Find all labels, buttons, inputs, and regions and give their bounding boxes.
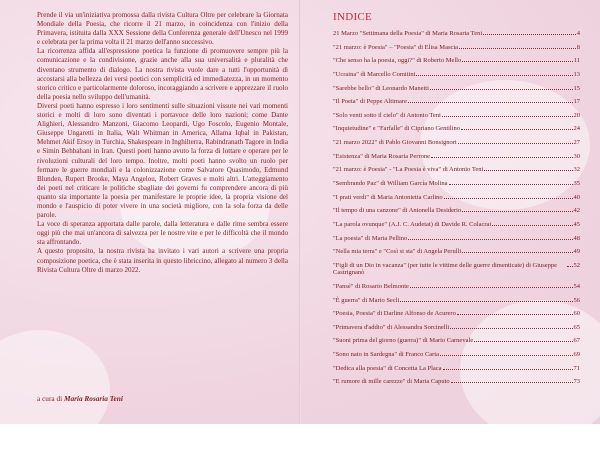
toc-dot-leader (444, 198, 573, 199)
toc-dot-leader (431, 157, 573, 158)
toc-page-number: 56 (573, 296, 580, 304)
toc-dot-leader (457, 314, 573, 315)
toc-entry[interactable] (333, 378, 580, 392)
toc-dot-leader (567, 266, 573, 267)
toc-page-number: 69 (573, 351, 580, 359)
toc-entry[interactable] (333, 180, 580, 194)
toc-page-number: 27 (573, 139, 580, 147)
toc-page-number: 71 (573, 364, 580, 372)
toc-dot-leader (483, 34, 576, 35)
intro-text (37, 11, 288, 275)
toc-entry-title: "Inquietudine" e "Farfalle" di Cipriano Gentilino (333, 125, 461, 133)
toc-page-number: 17 (573, 98, 580, 106)
toc-entry-title: "La parola ovunque" (A.J. C. Audetat) di Davide R. Colacrai (333, 220, 492, 228)
toc-dot-leader (451, 382, 573, 383)
toc-entry-title: 21 Marzo "Settimana della Poesia" di Maria Rosaria Teni (333, 30, 483, 37)
toc-page-number: 49 (573, 248, 580, 256)
toc-entry[interactable] (333, 125, 580, 139)
toc-dot-leader (462, 252, 572, 253)
intro-paragraph: A questo proposito, la nostra rivista ha invitato i vari autori a scrivere una propria composizione poetica, che è stata inserita in questo libriccino, allegato al numero 3 della Rivista Cultura Oltre di marzo 2022. (37, 247, 288, 274)
toc-entry[interactable] (333, 194, 580, 208)
intro-paragraph: La ricorrenza affida all'espressione poetica la funzione di promuovere sempre più la comunicazione e la condivisione, grazie anche alla sua universalità e pluralità che diventano strumento di dialogo. La nostra rivista vuole dare a tutti l'opportunità di accostarsi alla bellezza dei versi poetici con semplicità ed immediatezza, in un momento storico critico e particolarmente doloroso, incoraggiando a scrivere e apprezzare il ruolo della poesia nello sviluppo dell'umanità. (37, 47, 288, 101)
toc-entry-title: "Sono nato in Sardegna" di Franco Carta (333, 351, 440, 359)
toc-page-number: 48 (573, 234, 580, 242)
toc-dot-leader (408, 239, 572, 240)
toc-dot-leader (462, 61, 572, 62)
toc-page-number: 4 (576, 30, 580, 37)
toc-dot-leader (450, 328, 572, 329)
toc-dot-leader (462, 211, 572, 212)
toc-entry[interactable] (333, 310, 580, 324)
toc-entry-title: "Ucraina" di Marcello Comitini (333, 70, 416, 78)
byline (37, 394, 123, 403)
toc-entry[interactable] (333, 85, 580, 99)
toc-page-number: 32 (573, 166, 580, 174)
toc-entry-title: "Figli di un Dio in vacanza" (per tutte le vittime delle guerre dimenticate) di Giuseppe Castrignanò (333, 261, 558, 277)
toc-dot-leader (430, 89, 573, 90)
toc-dot-leader (484, 170, 572, 171)
toc-page-number: 67 (573, 337, 580, 345)
toc-entry-title: "Sembrando Paz" di William García Molina (333, 180, 448, 188)
left-page (0, 0, 300, 424)
toc-entry[interactable] (333, 166, 580, 180)
toc-entry[interactable] (333, 98, 580, 112)
toc-entry[interactable] (333, 235, 580, 249)
toc-page-number: 52 (573, 261, 580, 269)
toc-dot-leader (458, 143, 573, 144)
toc-page-number: 45 (573, 220, 580, 228)
toc-page-number: 40 (573, 193, 580, 201)
toc-entry[interactable] (333, 57, 580, 71)
toc-entry[interactable] (333, 44, 580, 58)
intro-paragraph: La voce di speranza apportata dalle parole, dalla letteratura e dalle rime sembra essere oggi più che mai un'ancora di salvezza per le nostre vite e per le difficoltà che il mondo sta affrontando. (37, 220, 288, 247)
toc-page-number: 54 (573, 282, 580, 290)
toc-entry-title: "Pansé" di Rosario Belmonte (333, 282, 409, 290)
right-page (300, 0, 600, 424)
toc-entry-title: "Il Poeta" di Peppe Altimare (333, 98, 407, 106)
toc-dot-leader (400, 301, 572, 302)
index-title: INDICE (333, 11, 373, 23)
toc-dot-leader (492, 225, 572, 226)
toc-entry-title: "I prati verdi" di Maria Antonietta Carlino (333, 193, 443, 201)
toc-dot-leader (410, 287, 573, 288)
toc-page-number: 65 (573, 323, 580, 331)
toc-entry[interactable] (333, 248, 580, 262)
toc-entry-title: "Che senso ha la poesia, oggi?" di Roberto Mello (333, 57, 462, 65)
toc-entry-title: "Poesia, Poesia" di Darline Alfonso de Acurero (333, 310, 456, 318)
toc-page-number: 8 (576, 43, 580, 51)
toc-entry[interactable] (333, 283, 580, 297)
toc-entry-title: "21 marzo: è Poesia" - "La Poesia è viva" di Antonio Teni (333, 166, 484, 174)
toc-entry-title: "Dedica alla poesia" di Concetta La Placa (333, 364, 442, 372)
intro-paragraph: Prende il via un'iniziativa promossa dalla rivista Cultura Oltre per celebrare la Giornata Mondiale della Poesia, che ricorre il 21 marzo, in coincidenza con l'inizio della Primavera, istituita dalla XXX Sessione della Conferenza generale dell'Unesco nel 1999 e celebrata per la prima volta il 21 marzo dell'anno successivo. (37, 11, 288, 47)
toc-page-number: 24 (573, 125, 580, 133)
toc-page-number: 11 (573, 57, 580, 65)
toc-entry-title: "21 marzo 2022" di Pablo Giovanni Bonsignori (333, 139, 457, 147)
toc-dot-leader (443, 369, 573, 370)
toc-entry-title: "Nella mia terra" e "Così si sta" di Angela Perulli (333, 248, 462, 256)
toc-page-number: 30 (573, 152, 580, 160)
toc-entry-title: "Esistenza" di Maria Rosaria Perrone (333, 152, 430, 160)
toc-entry-title: "Il tempo di una canzone" di Antonella Desiderio (333, 207, 462, 215)
toc-dot-leader (459, 48, 576, 49)
toc-dot-leader (449, 184, 573, 185)
toc-entry[interactable] (333, 351, 580, 365)
byline-prefix: a cura di (37, 394, 63, 403)
toc-entry-title: "E rumore di mille carezze" di Maria Caputo (333, 378, 450, 386)
byline-author: Maria Rosaria Teni (63, 394, 123, 403)
toc-page-number: 35 (573, 180, 580, 188)
toc-page-number: 13 (573, 70, 580, 78)
toc-entry[interactable] (333, 262, 580, 283)
toc-entry[interactable] (333, 153, 580, 167)
toc-page-number: 20 (573, 111, 580, 119)
toc-dot-leader (442, 116, 573, 117)
toc-entry-title: "Primavera d'addio" di Alessandra Sorcinelli (333, 323, 450, 331)
toc-entry[interactable] (333, 365, 580, 379)
table-of-contents (333, 30, 580, 392)
toc-page-number: 73 (573, 378, 580, 386)
toc-dot-leader (416, 75, 572, 76)
toc-entry[interactable] (333, 221, 580, 235)
toc-entry-title: "Sarebbe bello" di Leonardo Manetti (333, 84, 429, 92)
intro-paragraph: Diversi poeti hanno espresso i loro sentimenti sulle situazioni vissute nei vari momenti storici e molti di loro sono diventati i portavoce delle loro nazioni; come Dante Alighieri, Alessandro Manzoni, Giacomo Leopardi, Ugo Foscolo, Eugenio Montale, Giuseppe Ungaretti in Italia, Walt Whitman in America, Allama Iqbal in Pakistan, Mehmet Akif Ersoy in Turchia, Shakespeare in Inghilterra, Rabindranath Tagore in India e Simin Behbahani in Iran. Questi poeti hanno avuto la forza di lottare e operare per le rivoluzioni culturali del loro tempo. Inoltre, molti poeti hanno svolto un ruolo per fermare le guerre mondiali e la colonizzazione come Salvatore Quasimodo, Edmund Blunden, Rupert Brooke, Maya Angelou, Robert Graves e molti altri. L'atteggiamento dei poeti nel criticare le politiche sbagliate dei governi fu comprendere ancora di più quanto sia importante la poesia per manifestare le proprie idee, la propria visione del mondo e l'auspicio di poter vivere in una società migliore, con la sola forza da delle parole. (37, 101, 288, 220)
toc-entry-title: "Solo venti sotto il cielo" di Antonio Teni (333, 111, 441, 119)
toc-dot-leader (461, 129, 572, 130)
toc-dot-leader (474, 341, 572, 342)
toc-entry-title: "È guerra" di Mario Secli (333, 296, 400, 304)
toc-entry[interactable] (333, 71, 580, 85)
toc-entry-title: "Suoni prima del giorno (guerra)" di Mario Carnevale (333, 337, 474, 345)
toc-page-number: 60 (573, 310, 580, 318)
toc-entry[interactable] (333, 297, 580, 311)
toc-entry-title: "21 marzo: è Poesia" – "Poesia" di Elisa Mascia (333, 43, 459, 51)
toc-entry[interactable] (333, 112, 580, 126)
toc-dot-leader (440, 355, 572, 356)
toc-entry[interactable] (333, 337, 580, 351)
toc-entry[interactable] (333, 324, 580, 338)
toc-page-number: 42 (573, 207, 580, 215)
toc-page-number: 15 (573, 84, 580, 92)
toc-entry[interactable] (333, 30, 580, 44)
toc-entry-title: "La poesia" di Maria Pellino (333, 234, 408, 242)
toc-dot-leader (408, 102, 573, 103)
toc-entry[interactable] (333, 207, 580, 221)
toc-entry[interactable] (333, 139, 580, 153)
